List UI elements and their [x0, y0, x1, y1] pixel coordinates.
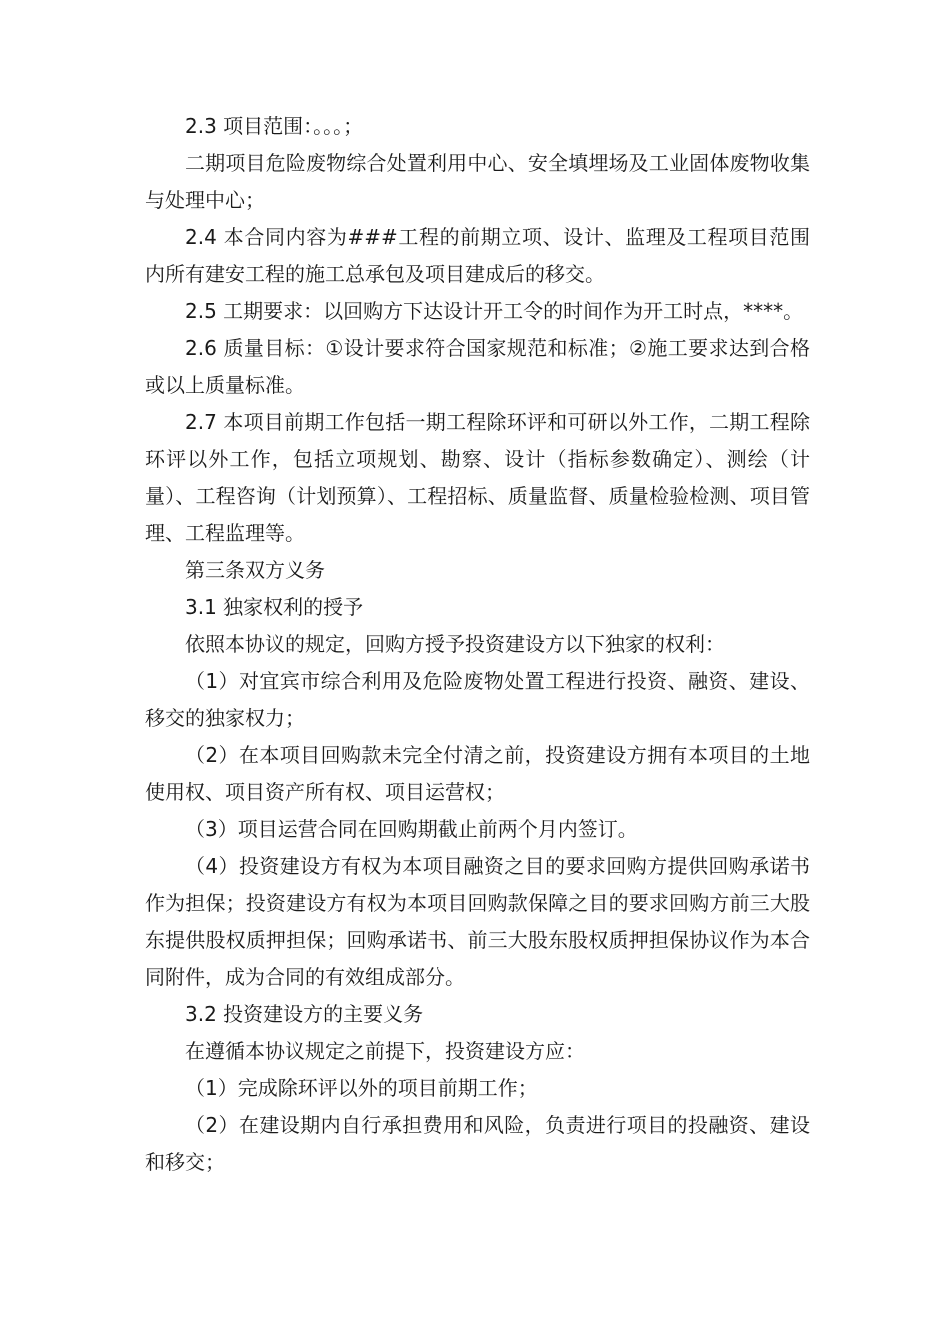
- paragraph-2-3: 2.3 项目范围：。。。；: [185, 114, 364, 138]
- paragraph-obligations-intro: 在遵循本协议规定之前提下，投资建设方应：: [185, 1039, 585, 1063]
- list-item-obligation-2: （2）在建设期内自行承担费用和风险，负责进行项目的投融资、建设和移交；: [145, 1113, 810, 1174]
- paragraph-2-7: 2.7 本项目前期工作包括一期工程除环评和可研以外工作，二期工程除环评以外工作，包括立项规划、勘察、设计（指标参数确定）、测绘（计量）、工程咨询（计划预算）、工程招标、质量监督、质量检验检测、项目管理、工程监理等。: [145, 410, 810, 545]
- list-item-right-3: （3）项目运营合同在回购期截止前两个月内签订。: [185, 817, 638, 841]
- paragraph-scope-detail: 二期项目危险废物综合处置利用中心、安全填埋场及工业固体废物收集与处理中心；: [145, 151, 810, 212]
- subheading-3-2: 3.2 投资建设方的主要义务: [185, 1002, 424, 1026]
- list-item-right-1: （1）对宜宾市综合利用及危险废物处置工程进行投资、融资、建设、移交的独家权力；: [145, 669, 810, 730]
- paragraph-2-6: 2.6 质量目标：①设计要求符合国家规范和标准；②施工要求达到合格或以上质量标准。: [145, 336, 810, 397]
- paragraph-rights-intro: 依照本协议的规定，回购方授予投资建设方以下独家的权利：: [185, 632, 725, 656]
- document-body: [145, 108, 810, 1181]
- list-item-right-2: （2）在本项目回购款未完全付清之前，投资建设方拥有本项目的土地使用权、项目资产所有权、项目运营权；: [145, 743, 810, 804]
- list-item-right-4: （4）投资建设方有权为本项目融资之目的要求回购方提供回购承诺书作为担保；投资建设方有权为本项目回购款保障之目的要求回购方前三大股东提供股权质押担保；回购承诺书、前三大股东股权质押担保协议作为本合同附件，成为合同的有效组成部分。: [145, 854, 810, 989]
- list-item-obligation-1: （1）完成除环评以外的项目前期工作；: [185, 1076, 538, 1100]
- paragraph-2-4: 2.4 本合同内容为###工程的前期立项、设计、监理及工程项目范围内所有建安工程的施工总承包及项目建成后的移交。: [145, 225, 810, 286]
- paragraph-2-5: 2.5 工期要求：以回购方下达设计开工令的时间作为开工时点，****。: [185, 299, 804, 323]
- section-heading-article-3: 第三条双方义务: [185, 558, 325, 582]
- subheading-3-1: 3.1 独家权利的授予: [185, 595, 364, 619]
